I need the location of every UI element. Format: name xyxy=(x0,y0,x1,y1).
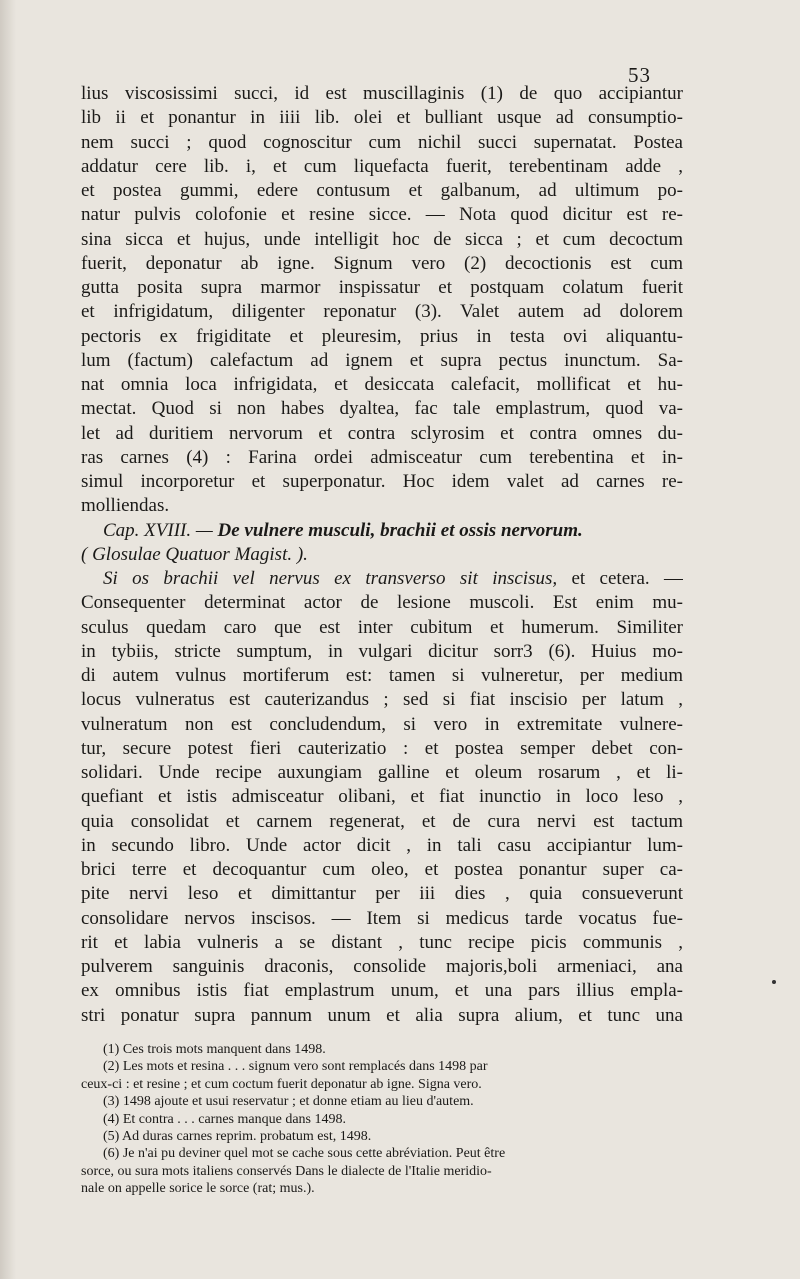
text-line: et infrigidatum, diligenter reponatur (3). Valet autem ad dolorem xyxy=(81,301,683,323)
lemma-quote: Si os brachii vel nervus ex transverso sit inscisus, xyxy=(103,568,558,589)
ink-speck xyxy=(772,980,776,984)
text-line: Consequenter determinat actor de lesione muscoli. Est enim mu- xyxy=(81,592,683,614)
text-line: gutta posita supra marmor inspissatur et postquam colatum fuerit xyxy=(81,277,683,298)
chapter-number: Cap. XVIII. — xyxy=(103,519,213,541)
lemma-rest: et cetera. — xyxy=(557,568,683,589)
footnote-continuation: ceux-ci : et resine ; et cum coctum fuerit deponatur ab igne. Signa vero. xyxy=(81,1076,482,1092)
text-line: pectoris ex frigiditate et pleuresim, prius in testa ovi aliquantu- xyxy=(81,325,683,347)
text-line: mectat. Quod si non habes dyaltea, fac tale emplastrum, quod va- xyxy=(81,398,683,420)
footnote-continuation: nale on appelle sorice le sorce (rat; mus.). xyxy=(81,1181,315,1197)
footnote: (5) Ad duras carnes reprim. probatum est, 1498. xyxy=(103,1128,372,1144)
text-line: lib ii et ponantur in iiii lib. olei et bulliant usque ad consumptio- xyxy=(81,107,683,129)
text-line: pite nervi leso et dimittantur per iii dies , quia consueverunt xyxy=(81,883,683,905)
text-line: brici terre et decoquantur cum oleo, et postea ponantur super ca- xyxy=(81,859,683,880)
footnote: (4) Et contra . . . carnes manque dans 1498. xyxy=(103,1111,346,1127)
text-line: simul incorporetur et superponatur. Hoc idem valet ad carnes re- xyxy=(81,471,683,492)
page-binding-shadow xyxy=(0,0,16,1279)
text-line: solidari. Unde recipe auxungiam galline et oleum rosarum , et li- xyxy=(81,762,683,783)
page-number: 53 xyxy=(628,63,651,87)
text-line: nem succi ; quod cognoscitur cum nichil succi supernatat. Postea xyxy=(81,131,683,153)
text-line: stri ponatur supra pannum unum et alia supra alium, et tunc una xyxy=(81,1004,683,1026)
footnote: (3) 1498 ajoute et usui reservatur ; et donne etiam au lieu d'autem. xyxy=(103,1094,474,1110)
text-line: consolidare nervos inscisos. — Item si medicus tarde vocatus fue- xyxy=(81,907,683,929)
text-line: ras carnes (4) : Farina ordei admisceatur cum terebentina et in- xyxy=(81,446,683,468)
text-line: lius viscosissimi succi, id est muscillaginis (1) de quo accipiantur xyxy=(81,83,683,104)
footnote-continuation: sorce, ou sura mots italiens conservés Dans le dialecte de l'Italie meridio- xyxy=(81,1163,492,1179)
text-line: quefiant et istis admisceatur olibani, et fiat inunctio in loco leso , xyxy=(81,786,683,808)
text-line: ex omnibus istis fiat emplastrum unum, et una pars illius empla- xyxy=(81,980,683,1002)
text-line: et postea gummi, edere contusum et galbanum, ad ultimum po- xyxy=(81,180,683,201)
footnote: (6) Je n'ai pu deviner quel mot se cache sous cette abréviation. Peut être xyxy=(103,1146,506,1162)
chapter-title: De vulnere musculi, brachii et ossis nervorum. xyxy=(217,519,583,541)
text-line: vulneratum non est concludendum, si vero in extremitate vulnere- xyxy=(81,713,683,735)
text-line: locus vulneratus est cauterizandus ; sed si fiat inscisio per latum , xyxy=(81,689,683,711)
text-line: di autem vulnus mortiferum est: tamen si vulneretur, per medium xyxy=(81,665,683,686)
text-line: let ad duritiem nervorum et contra sclyrosim et contra omnes du- xyxy=(81,422,683,444)
text-line: rit et labia vulneris a se distant , tunc recipe picis communis , xyxy=(81,931,683,953)
footnotes xyxy=(81,1041,683,1198)
text-line: nat omnia loca infrigidata, et desiccata calefacit, mollificat et hu- xyxy=(81,374,683,395)
chapter-source: ( Glosulae Quatuor Magist. ). xyxy=(81,543,308,565)
main-text xyxy=(81,82,683,1028)
text-line: in tybiis, stricte sumptum, in vulgari dicitur sorr3 (6). Huius mo- xyxy=(81,640,683,662)
text-line: molliendas. xyxy=(81,495,170,517)
chapter-heading xyxy=(81,519,683,543)
text-line: addatur cere lib. i, et cum liquefacta fuerit, terebentinam adde , xyxy=(81,155,683,177)
footnote: (1) Ces trois mots manquent dans 1498. xyxy=(103,1042,326,1057)
footnote: (2) Les mots et resina . . . signum vero sont remplacés dans 1498 par xyxy=(103,1059,488,1075)
text-line: pulverem sanguinis draconis, consolide majoris,boli armeniaci, ana xyxy=(81,956,683,977)
text-line: lum (factum) calefactum ad ignem et supra pectus inunctum. Sa- xyxy=(81,349,683,371)
text-line: natur pulvis colofonie et resine sicce. — Nota quod dicitur est re- xyxy=(81,204,683,226)
text-line: quia consolidat et carnem regenerat, et de cura nervi est tactum xyxy=(81,810,683,832)
text-line: sculus quedam caro que est inter cubitum et humerum. Similiter xyxy=(81,616,683,638)
text-line: fuerit, deponatur ab igne. Signum vero (2) decoctionis est cum xyxy=(81,252,683,274)
text-line: tur, secure potest fieri cauterizatio : et postea semper debet con- xyxy=(81,737,683,759)
text-line: sina sicca et hujus, unde intelligit hoc de sicca ; et cum decoctum xyxy=(81,228,683,250)
text-line: in secundo libro. Unde actor dicit , in tali casu accipiantur lum- xyxy=(81,834,683,856)
lemma-line xyxy=(81,567,683,591)
